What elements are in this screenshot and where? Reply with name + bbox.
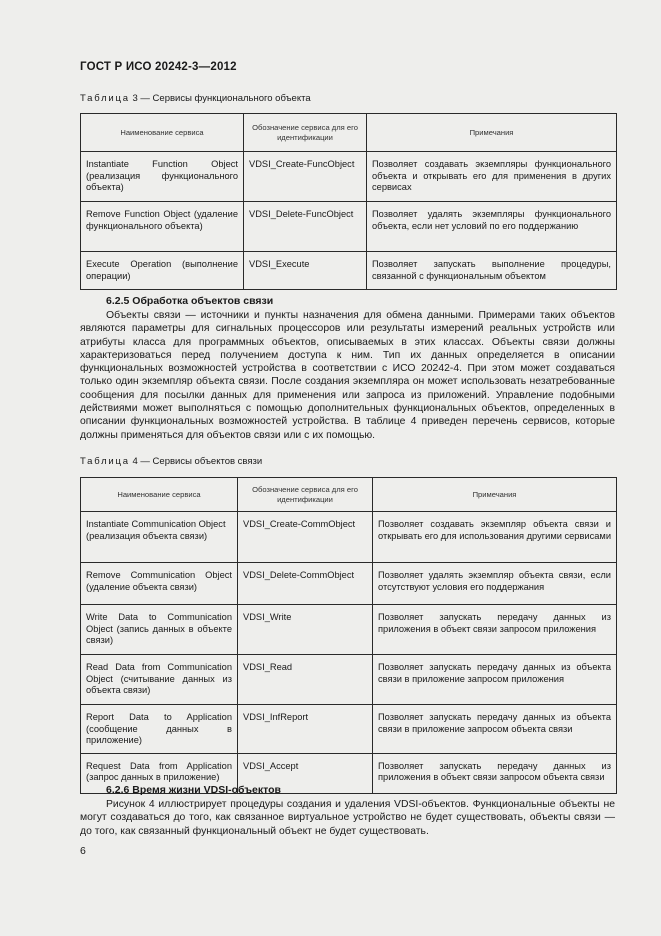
table4-header-row xyxy=(81,478,617,512)
table4-header-notes: Примечания xyxy=(373,478,617,512)
table3-header-name: Наименование сервиса xyxy=(81,114,244,152)
service-notes-cell: Позволяет запускать передачу данных из объекта связи в приложение запросом объекта связи xyxy=(373,705,617,754)
service-notes-cell: Позволяет запускать передачу данных из приложения в объект связи запросом приложения xyxy=(373,605,617,655)
section-626-paragraph: Рисунок 4 иллюстрирует процедуры создания и удаления VDSI-объектов. Функциональные объекты не могут создаваться до того, как связанное виртуальное устройство не будет существовать, объекты связи — до того, как связанный функциональный объект не будет существовать. xyxy=(80,799,615,837)
section-626-heading: 6.2.6 Время жизни VDSI-объектов xyxy=(106,784,281,796)
service-name-cell: Request Data from Application (запрос данных в приложение) xyxy=(81,753,238,793)
table4 xyxy=(80,477,617,794)
section-625-paragraph: Объекты связи — источники и пункты назначения для обмена данными. Примерами таких объектов являются параметры для сигнальных процессоров или результаты измерений реальных устройств или атрибуты класса для программных объектов, описываемых в этих классах. Объекты связи должны характеризоваться перед получением доступа к ним. Тип их данных определяется в описании функциональных возможностей устройства в соответствии с ИСО 20242-4. При этом может создаваться только один экземпляр объекта связи. После создания экземпляра он может использовать незатребованные сообщения для посылки данных для применения или запроса из приложений. Управление подобными действиями может выполняться с помощью дополнительных функциональных объектов, определенных в описании функциональных возможностей устройства. В таблице 4 приведен перечень сервисов, которые должны применяться для объектов связи или с их помощью. xyxy=(80,310,615,441)
service-id-cell: VDSI_Delete-CommObject xyxy=(238,563,373,605)
service-notes-cell: Позволяет удалять экземпляры функционального объекта, если нет условий по его поддержанию xyxy=(367,202,617,252)
table3-caption-prefix: Таблица xyxy=(80,93,130,104)
table4-header-name: Наименование сервиса xyxy=(81,478,238,512)
table4-caption-text: 4 — Сервисы объектов связи xyxy=(129,456,263,467)
table3-caption xyxy=(80,93,311,104)
service-id-cell: VDSI_Accept xyxy=(238,753,373,793)
table-row xyxy=(81,202,617,252)
service-notes-cell: Позволяет запускать передачу данных из приложения в объект связи запросом объекта связи xyxy=(373,753,617,793)
table4-header-id: Обозначение сервиса для его идентификации xyxy=(238,478,373,512)
table3-caption-text: 3 — Сервисы функционального объекта xyxy=(129,93,311,104)
service-notes-cell: Позволяет удалять экземпляр объекта связи, если отсутствуют условия его поддержания xyxy=(373,563,617,605)
service-id-cell: VDSI_Write xyxy=(238,605,373,655)
section-625-heading: 6.2.5 Обработка объектов связи xyxy=(106,295,274,307)
table-row xyxy=(81,512,617,563)
service-name-cell: Read Data from Communication Object (считывание данных из объекта связи) xyxy=(81,655,238,705)
service-id-cell: VDSI_Delete-FuncObject xyxy=(244,202,367,252)
service-id-cell: VDSI_Execute xyxy=(244,252,367,290)
service-id-cell: VDSI_Create-CommObject xyxy=(238,512,373,563)
table-row xyxy=(81,252,617,290)
table-row xyxy=(81,563,617,605)
service-name-cell: Remove Communication Object (удаление объекта связи) xyxy=(81,563,238,605)
table3-header-row xyxy=(81,114,617,152)
service-name-cell: Write Data to Communication Object (запись данных в объекте связи) xyxy=(81,605,238,655)
table-row xyxy=(81,655,617,705)
table3 xyxy=(80,113,617,290)
service-name-cell: Instantiate Function Object (реализация функционального объекта) xyxy=(81,152,244,202)
document-header: ГОСТ Р ИСО 20242-3—2012 xyxy=(80,61,237,73)
service-id-cell: VDSI_InfReport xyxy=(238,705,373,754)
table3-header-notes: Примечания xyxy=(367,114,617,152)
table4-caption xyxy=(80,456,262,467)
page-number: 6 xyxy=(80,845,86,857)
service-notes-cell: Позволяет запускать передачу данных из объекта связи в приложение запросом приложения xyxy=(373,655,617,705)
table3-header-id: Обозначение сервиса для его идентификации xyxy=(244,114,367,152)
service-name-cell: Instantiate Communication Object (реализация объекта связи) xyxy=(81,512,238,563)
service-name-cell: Remove Function Object (удаление функционального объекта) xyxy=(81,202,244,252)
table-row xyxy=(81,605,617,655)
table-row xyxy=(81,705,617,754)
service-name-cell: Report Data to Application (сообщение данных в приложение) xyxy=(81,705,238,754)
service-name-cell: Execute Operation (выполнение операции) xyxy=(81,252,244,290)
service-notes-cell: Позволяет создавать экземпляр объекта связи и открывать его для использования другими сервисами xyxy=(373,512,617,563)
service-id-cell: VDSI_Create-FuncObject xyxy=(244,152,367,202)
table4-caption-prefix: Таблица xyxy=(80,456,130,467)
service-notes-cell: Позволяет запускать выполнение процедуры, связанной с функциональным объектом xyxy=(367,252,617,290)
table-row xyxy=(81,152,617,202)
service-notes-cell: Позволяет создавать экземпляры функционального объекта и открывать его для применения в других сервисах xyxy=(367,152,617,202)
service-id-cell: VDSI_Read xyxy=(238,655,373,705)
